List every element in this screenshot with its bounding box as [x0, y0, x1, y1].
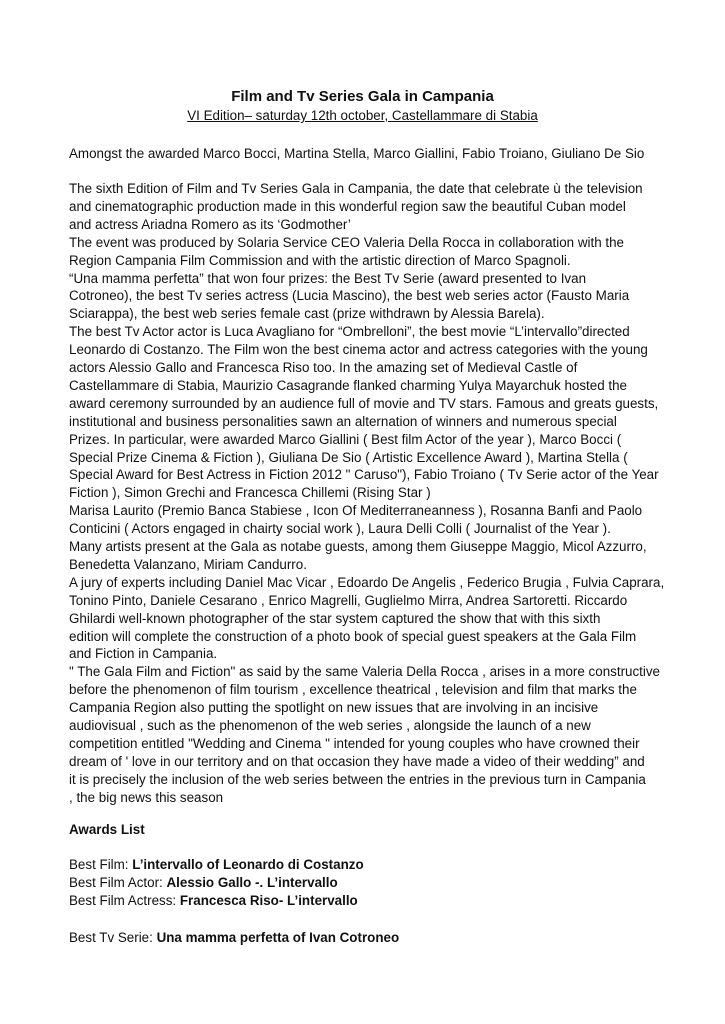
- body-line: Tonino Pinto, Daniele Cesarano , Enrico Magrelli, Guglielmo Mirra, Andrea Sartoretti. Riccardo: [69, 592, 628, 608]
- intro-line: Amongst the awarded Marco Bocci, Martina Stella, Marco Giallini, Fabio Troiano, Giuliano De Sio: [69, 146, 645, 161]
- body-line: Leonardo di Costanzo. The Film won the best cinema actor and actress categories with the young: [69, 342, 648, 358]
- body-line: Cotroneo), the best Tv series actress (Lucia Mascino), the best web series actor (Fausto Maria: [69, 288, 630, 304]
- body-line: A jury of experts including Daniel Mac Vicar , Edoardo De Angelis , Federico Brugia , Fulvia Caprara,: [69, 574, 665, 590]
- body-line: Many artists present at the Gala as notabe guests, among them Giuseppe Maggio, Micol Azzurro,: [69, 539, 647, 554]
- body-line: and Fiction in Campania.: [69, 646, 218, 662]
- body-line: edition will complete the construction of a photo book of special guest speakers at the Gala Film: [69, 628, 637, 644]
- award-entry: [69, 874, 338, 892]
- body-line: Benedetta Valanzano, Miriam Candurro.: [69, 556, 307, 572]
- award-category: Best Film:: [69, 857, 133, 872]
- body-line: Prizes. In particular, were awarded Marco Giallini ( Best film Actor of the year ), Marco Bocci (: [69, 431, 622, 447]
- body-line: dream of ' love in our territory and on that occasion they have made a video of their wedding” and: [69, 753, 645, 769]
- body-line: and actress Ariadna Romero as its ‘Godmother’: [69, 216, 351, 232]
- body-line: before the phenomenon of film tourism , excellence theatrical , television and film that marks the: [69, 682, 637, 698]
- page-subtitle: VI Edition– saturday 12th october, Castellammare di Stabia: [187, 108, 538, 123]
- body-line: audiovisual , such as the phenomenon of the web series , alongside the launch of a new: [69, 718, 591, 733]
- body-line: competition entitled "Wedding and Cinema " intended for young couples who have crowned their: [69, 735, 640, 751]
- body-line: , the big news this season: [69, 789, 224, 805]
- body-line: Ghilardi well-known photographer of the star system captured the show that with this sixth: [69, 610, 601, 626]
- award-entry: [69, 892, 358, 910]
- award-winner: Una mamma perfetta of Ivan Cotroneo: [156, 930, 400, 945]
- body-line: Special Prize Cinema & Fiction ), Giuliana De Sio ( Artistic Excellence Award ), Martina Stella (: [69, 449, 628, 465]
- body-line: institutional and business personalities sawn an alternation of winners and numerous special: [69, 413, 617, 429]
- body-line: actors Alessio Gallo and Francesca Riso too. In the amazing set of Medieval Castle of: [69, 360, 578, 375]
- award-winner: Francesca Riso- L’intervallo: [179, 893, 358, 908]
- award-entry: [69, 856, 364, 874]
- award-category: Best Film Actress:: [69, 893, 180, 908]
- award-winner: L’intervallo of Leonardo di Costanzo: [132, 857, 364, 872]
- body-line: and cinematographic production made in this wonderful region saw the beautiful Cuban model: [69, 198, 626, 214]
- body-line: Sciarappa), the best web series female cast (prize withdrawn by Alessia Barela).: [69, 306, 545, 322]
- body-line: Castellammare di Stabia, Maurizio Casagrande flanked charming Yulya Mayarchuk hosted the: [69, 377, 627, 393]
- award-category: Best Film Actor:: [69, 875, 167, 890]
- body-line: Region Campania Film Commission and with the artistic direction of Marco Spagnoli.: [69, 252, 571, 268]
- award-winner: Alessio Gallo -. L’intervallo: [166, 875, 338, 890]
- page-title: Film and Tv Series Gala in Campania: [231, 88, 494, 105]
- body-line: " The Gala Film and Fiction" as said by the same Valeria Della Rocca , arises in a more constructive: [69, 664, 661, 680]
- body-line: Fiction ), Simon Grechi and Francesca Chillemi (Rising Star ): [69, 485, 431, 501]
- body-line: Conticini ( Actors engaged in chairty social work ), Laura Delli Colli ( Journalist of the Year ).: [69, 521, 611, 537]
- award-category: Best Tv Serie:: [69, 930, 157, 945]
- body-line: The event was produced by Solaria Service CEO Valeria Della Rocca in collaboration with the: [69, 234, 624, 250]
- body-line: award ceremony surrounded by an audience full of movie and TV stars. Famous and greats guests,: [69, 395, 659, 411]
- body-line: Special Award for Best Actress in Fiction 2012 " Caruso"), Fabio Troiano ( Tv Serie actor of the Year: [69, 467, 659, 483]
- body-line: The sixth Edition of Film and Tv Series Gala in Campania, the date that celebrate ù the television: [69, 181, 643, 196]
- award-entry: [69, 929, 399, 947]
- body-line: The best Tv Actor actor is Luca Avagliano for “Ombrelloni”, the best movie “L’intervallo”directed: [69, 324, 630, 340]
- body-line: “Una mamma perfetta” that won four prizes: the Best Tv Serie (award presented to Ivan: [69, 270, 587, 286]
- awards-heading: Awards List: [69, 822, 145, 837]
- body-line: Campania Region also putting the spotlight on new issues that are involving in an incisive: [69, 700, 599, 716]
- body-line: it is precisely the inclusion of the web series between the entries in the previous turn in Campania: [69, 771, 646, 787]
- body-line: Marisa Laurito (Premio Banca Stabiese , Icon Of Mediterraneanness ), Rosanna Banfi and Paolo: [69, 503, 643, 519]
